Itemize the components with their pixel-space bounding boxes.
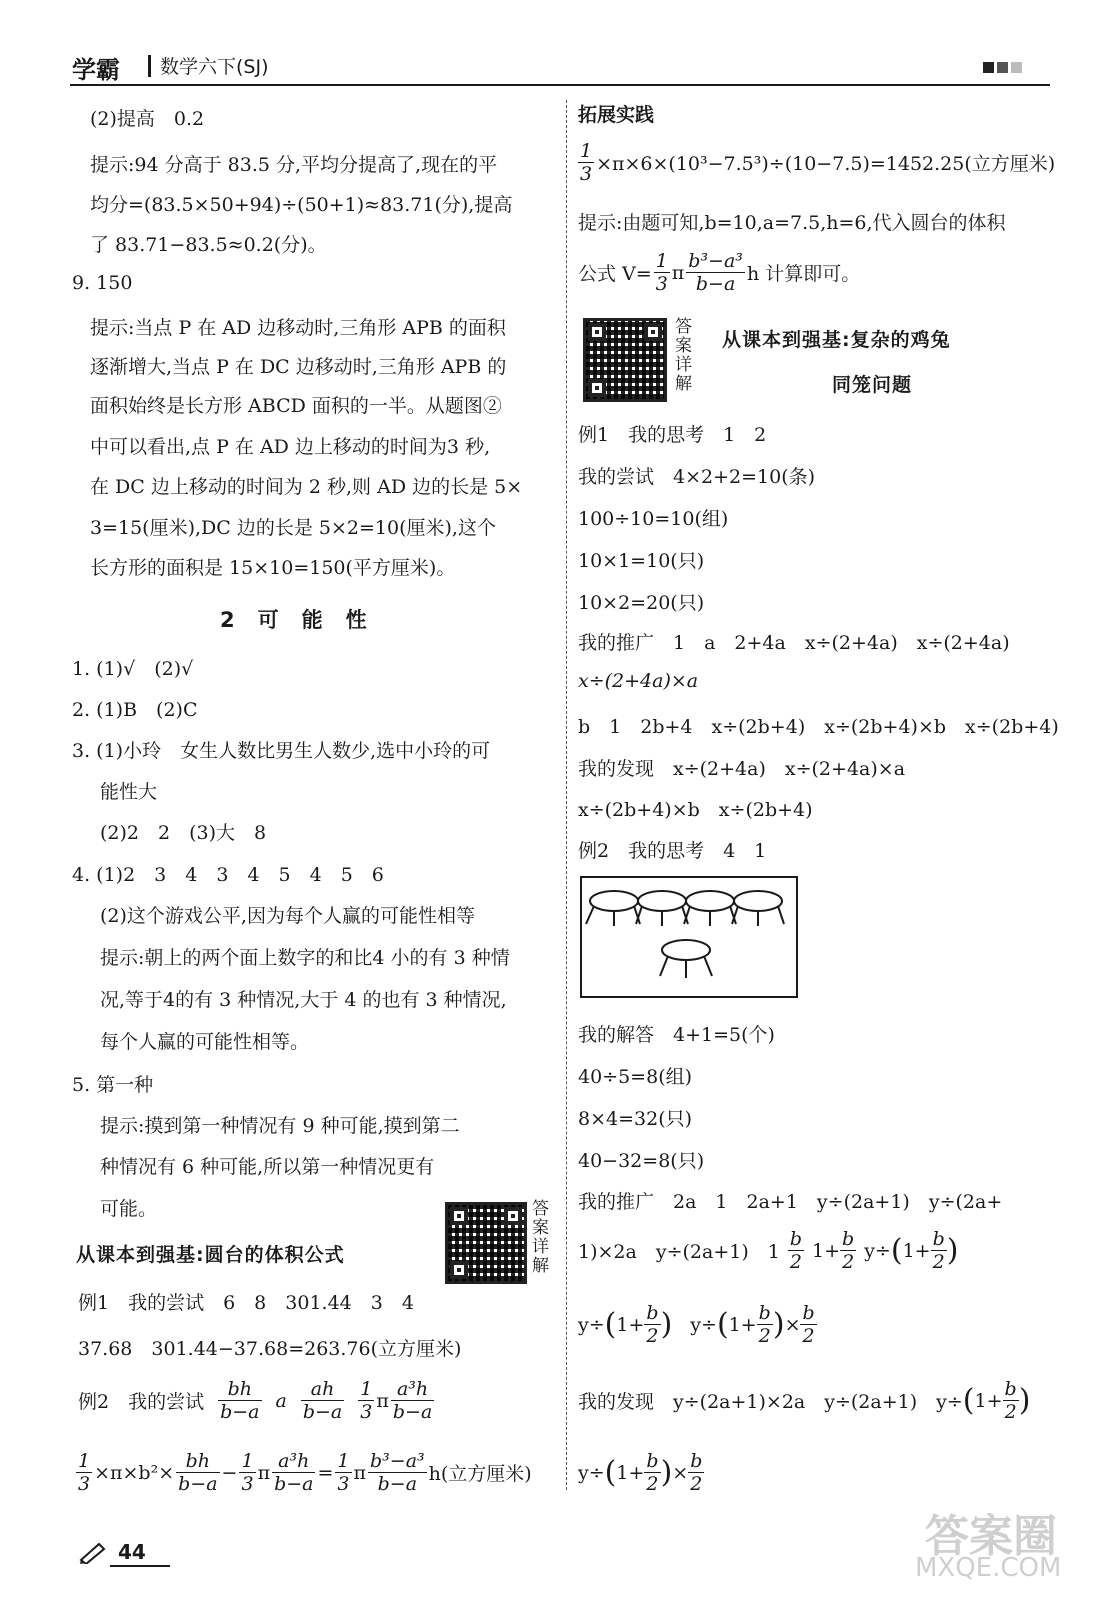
example-line: 我的发现 y÷(2a+1)×2a y÷(2a+1) y÷ ( 1+ $\frac{b}{2}$ ): [578, 1378, 1031, 1423]
watermark-logo: 答案圈: [925, 1511, 1057, 1562]
question-answer: 5. 第一种: [72, 1074, 154, 1096]
fraction: $\frac{\text{b³−a³}}{b-a}$: [370, 1450, 425, 1495]
question-answer: 2. (1)B (2)C: [72, 699, 198, 721]
section-heading: 2 可 能 性: [220, 608, 368, 632]
header-rule: [70, 84, 1050, 86]
fraction: $\frac{bh}{b-a}$: [178, 1450, 218, 1495]
calc-line: 100÷10=10(组): [578, 508, 729, 530]
page-number: 44: [118, 1540, 146, 1564]
example-line: 例2 我的思考 4 1: [578, 840, 767, 862]
qr-label: 答案详解: [675, 317, 692, 394]
section-heading: 从课本到强基:复杂的鸡兔: [722, 329, 951, 351]
hint-line: 3=15(厘米),DC 边的长是 5×2=10(厘米),这个: [90, 517, 496, 539]
example-line: 例1 我的尝试 6 8 301.44 3 4: [78, 1292, 414, 1314]
qr-label: 答案详解: [532, 1199, 549, 1276]
example-line: 我的推广 1 a 2+4a x÷(2+4a) x÷(2+4a): [578, 632, 1010, 654]
hint-line: 了 83.71−83.5≈0.2(分)。: [90, 234, 327, 256]
page-rule: [110, 1565, 170, 1567]
hint-line: 可能。: [100, 1198, 158, 1220]
calc-line: x÷(2b+4)×b x÷(2b+4): [578, 799, 813, 821]
fraction: $\frac{1}{3}$: [580, 140, 593, 185]
fraction: $\frac{ah}{b-a}$: [302, 1378, 343, 1423]
example-line: 我的推广 2a 1 2a+1 y÷(2a+1) y÷(2a+: [578, 1191, 1003, 1213]
variable: a: [275, 1389, 287, 1412]
hint-line: 在 DC 边上移动的时间为 2 秒,则 AD 边的长是 5×: [90, 476, 523, 498]
fraction: $\frac{1}{3}$: [241, 1450, 254, 1495]
formula-line: y÷ ( 1+ $\frac{b}{2}$ ) y÷ ( 1+ $\frac{b}{2}$ ) × $\frac{b}{2}$: [578, 1302, 815, 1347]
hint-line: 中可以看出,点 P 在 AD 边上移动的时间为3 秒,: [90, 436, 491, 458]
fraction: $\frac{\text{a³h}}{b-a}$: [392, 1378, 433, 1423]
hint-line: 提示:朝上的两个面上数字的和比4 小的有 3 种情: [100, 947, 510, 969]
question-answer: 4. (1)2 3 4 3 4 5 4 5 6: [72, 864, 384, 886]
question-answer: 1. (1)√ (2)√: [72, 658, 194, 680]
calc-line: 40−32=8(只): [578, 1150, 705, 1172]
answer-line: (2)2 2 (3)大 8: [100, 822, 267, 844]
question-answer: 3. (1)小玲 女生人数比男生人数少,选中小玲的可: [72, 740, 491, 762]
example-line: 我的解答 4+1=5(个): [578, 1024, 775, 1046]
example-label: 例2 我的尝试: [78, 1391, 205, 1413]
answer-line: 能性大: [100, 781, 158, 803]
example-line: 我的发现 x÷(2+4a) x÷(2+4a)×a: [578, 758, 906, 780]
header-separator: [148, 55, 151, 77]
header-square: [1011, 62, 1022, 73]
example-line: 我的尝试 4×2+2=10(条): [578, 466, 816, 488]
section-heading: 拓展实践: [578, 104, 655, 126]
hint-line: 每个人赢的可能性相等。: [100, 1031, 310, 1053]
hint-line: 提示:94 分高于 83.5 分,平均分提高了,现在的平: [90, 154, 498, 176]
hint-line: 种情况有 6 种可能,所以第一种情况更有: [100, 1156, 435, 1178]
calc-line: 10×1=10(只): [578, 550, 705, 572]
brand-logo: 学霸: [72, 56, 120, 84]
hint-line: 长方形的面积是 15×10=150(平方厘米)。: [90, 557, 456, 579]
tables-diagram: [580, 876, 798, 1003]
fraction: $\frac{b}{2}$: [690, 1450, 703, 1495]
fraction: $\frac{\text{a³h}}{b-a}$: [274, 1450, 314, 1495]
hint-line: 提示:由题可知,b=10,a=7.5,h=6,代入圆台的体积: [578, 212, 1006, 234]
qr-code-icon[interactable]: [445, 1202, 527, 1284]
header-square: [997, 62, 1008, 73]
header-square: [983, 62, 994, 73]
example-formula: [78, 1378, 434, 1423]
book-title: 数学六下(SJ): [160, 56, 269, 78]
fraction: $\frac{1}{3}$: [655, 250, 668, 295]
hint-line: 面积始终是长方形 ABCD 面积的一半。从题图②: [90, 395, 502, 417]
calc-line: 8×4=32(只): [578, 1108, 693, 1130]
calc-line: 40÷5=8(组): [578, 1066, 693, 1088]
fraction: $\frac{b}{2}$: [646, 1450, 659, 1495]
fraction: $\frac{bh}{b-a}$: [220, 1378, 260, 1423]
fraction: $\frac{b}{2}$: [932, 1228, 945, 1273]
fraction: $\frac{b}{2}$: [758, 1302, 771, 1347]
calc-line: b 1 2b+4 x÷(2b+4) x÷(2b+4)×b x÷(2b+4): [578, 716, 1059, 738]
formula-group: $\frac{1}{3}$ π $\frac{\text{a³h}}{b-a}$: [360, 1378, 433, 1423]
calc-line: $\frac{1}{3}$ ×π×6×(10³−7.5³)÷(10−7.5)=1452.25(立方厘米): [580, 140, 1056, 185]
fraction: $\frac{b}{2}$: [646, 1302, 659, 1347]
header-squares-icon: [983, 62, 1022, 73]
example-line: 例1 我的思考 1 2: [578, 424, 767, 446]
qr-code-icon[interactable]: [583, 318, 667, 402]
fraction: $\frac{b}{2}$: [789, 1228, 803, 1273]
answer-line: (2)这个游戏公平,因为每个人赢的可能性相等: [100, 905, 475, 927]
volume-derivation: $\frac{1}{3}$ ×π×b²× $\frac{bh}{b-a}$ − $\frac{1}{3}$ π $\frac{\text{a³h}}{b-a}$ = $\frac{1}{3}$ π $\frac{\text{b³−a³}}{b-a}$ h(立方厘米): [78, 1450, 532, 1495]
question-answer: 9. 150: [72, 272, 133, 294]
fraction: $\frac{1}{3}$: [78, 1450, 91, 1495]
calc-line: 10×2=20(只): [578, 592, 705, 614]
fraction: $\frac{1}{3}$: [337, 1450, 350, 1495]
section-heading: 从课本到强基:圆台的体积公式: [76, 1244, 345, 1266]
answer-line: (2)提高 0.2: [90, 108, 205, 130]
section-heading: 同笼问题: [832, 374, 913, 396]
pencil-icon: [78, 1540, 108, 1569]
fraction: $\frac{\text{b³−a³}}{b-a}$: [688, 250, 743, 295]
fraction: $\frac{b}{2}$: [1004, 1378, 1017, 1423]
example-line: 37.68 301.44−37.68=263.76(立方厘米): [78, 1338, 462, 1360]
formula-line: 公式 V= $\frac{1}{3}$ π $\frac{\text{b³−a³}}{b-a}$ h 计算即可。: [578, 250, 861, 295]
hint-line: 均分=(83.5×50+94)÷(50+1)≈83.71(分),提高: [90, 194, 513, 216]
hint-line: 提示:摸到第一种情况有 9 种可能,摸到第二: [100, 1115, 460, 1137]
hint-line: 逐渐增大,当点 P 在 DC 边移动时,三角形 APB 的: [90, 356, 507, 378]
fraction: $\frac{1}{3}$: [360, 1378, 373, 1423]
hint-line: 提示:当点 P 在 AD 边移动时,三角形 APB 的面积: [90, 317, 506, 339]
formula-line: 1)×2a y÷(2a+1) 1 $\frac{b}{2}$ 1+ $\frac{b}{2}$ y÷ ( 1+ $\frac{b}{2}$ ): [578, 1228, 959, 1273]
hint-line: 况,等于4的有 3 种情况,大于 4 的也有 3 种情况,: [100, 989, 507, 1011]
watermark-url: MXQE.COM: [915, 1553, 1062, 1583]
calc-line: x÷(2+4a)×a: [578, 670, 699, 692]
fraction: $\frac{b}{2}$: [802, 1302, 815, 1347]
column-divider: [566, 100, 567, 1490]
fraction: $\frac{b}{2}$: [842, 1228, 855, 1273]
formula-line: y÷ ( 1+ $\frac{b}{2}$ ) × $\frac{b}{2}$: [578, 1450, 703, 1495]
